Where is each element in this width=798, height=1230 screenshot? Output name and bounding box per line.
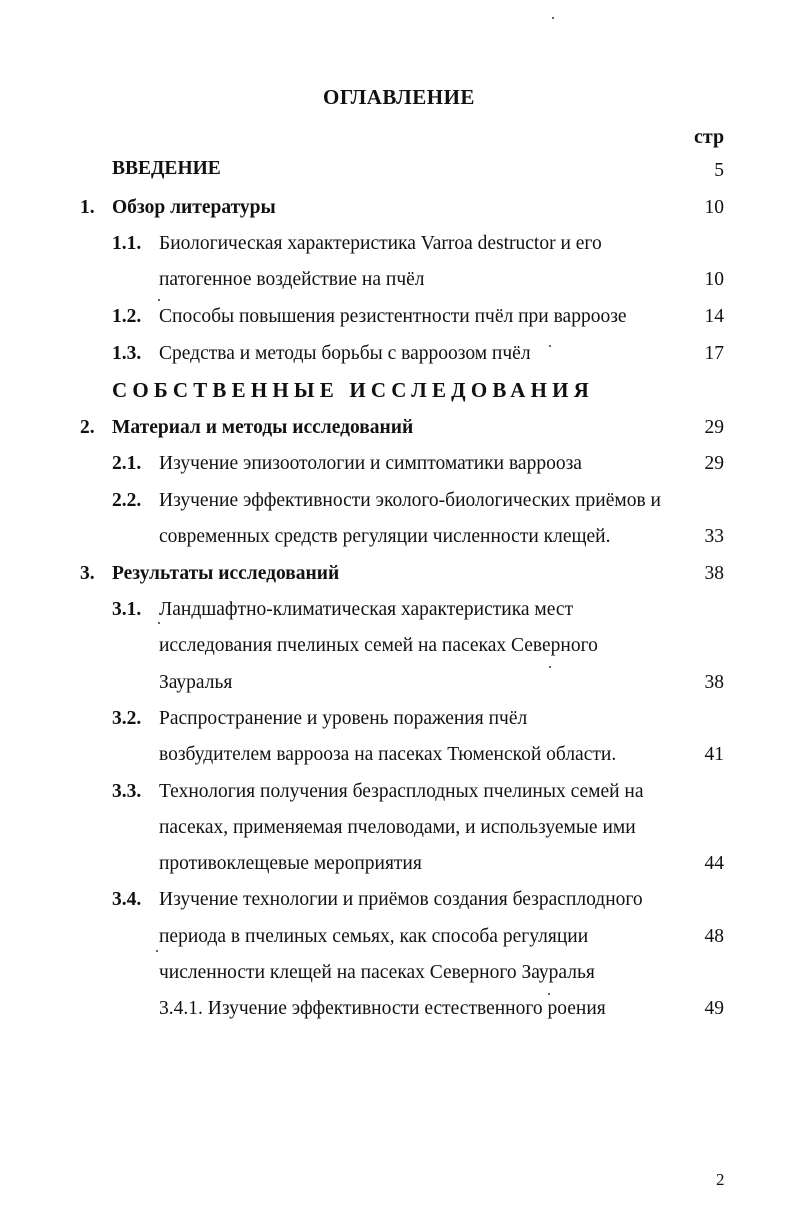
scan-speck — [549, 345, 551, 347]
toc-entry-3-2-line-2: возбудителем варрооза на пасеках Тюменской области. — [159, 744, 617, 765]
toc-entry-3-2-line-1: Распространение и уровень поражения пчёл — [159, 708, 528, 729]
toc-entry-3-1-line-1: Ландшафтно-климатическая характеристика мест — [159, 599, 574, 620]
toc-page-1-1: 10 — [704, 269, 724, 290]
toc-entry-3-4-line-3: численности клещей на пасеках Северного Зауралья — [159, 962, 595, 983]
toc-page-1: 10 — [704, 197, 724, 218]
toc-page-2-2: 33 — [704, 526, 724, 547]
toc-number-3: 3. — [80, 563, 95, 584]
toc-page-3-4: 48 — [704, 926, 724, 947]
toc-number-1-1: 1.1. — [112, 233, 142, 254]
toc-entry-3-4-1: 3.4.1. Изучение эффективности естественного роения — [159, 998, 606, 1019]
toc-entry-2-2-line-1: Изучение эффективности эколого-биологических приёмов и — [159, 490, 661, 511]
scan-speck — [158, 299, 160, 301]
scan-speck — [548, 993, 550, 995]
toc-entry-3-1-line-3: Зауралья — [159, 672, 233, 693]
toc-entry-3-4-line-2: периода в пчелиных семьях, как способа регуляции — [159, 926, 589, 947]
toc-number-3-1: 3.1. — [112, 599, 142, 620]
toc-page-2-1: 29 — [704, 453, 724, 474]
scan-speck — [156, 950, 158, 952]
toc-number-1: 1. — [80, 197, 95, 218]
toc-page-3: 38 — [704, 563, 724, 584]
section-heading-own-research: СОБСТВЕННЫЕ ИССЛЕДОВАНИЯ — [112, 378, 595, 402]
toc-number-2-2: 2.2. — [112, 490, 142, 511]
toc-entry-3-3-line-1: Технология получения безрасплодных пчелиных семей на — [159, 781, 644, 802]
toc-page-3-2: 41 — [704, 744, 724, 765]
toc-entry-introduction: ВВЕДЕНИЕ — [112, 158, 221, 179]
toc-entry-2: Материал и методы исследований — [112, 417, 414, 438]
toc-entry-3: Результаты исследований — [112, 563, 340, 584]
toc-entry-1-3: Средства и методы борьбы с варроозом пчёл — [159, 343, 531, 364]
toc-entry-3-4-line-1: Изучение технологии и приёмов создания безрасплодного — [159, 889, 643, 910]
toc-number-3-4: 3.4. — [112, 889, 142, 910]
toc-entry-1-1-line-2: патогенное воздействие на пчёл — [159, 269, 425, 290]
toc-entry-1: Обзор литературы — [112, 197, 276, 218]
page-title: ОГЛАВЛЕНИЕ — [323, 85, 475, 109]
toc-number-3-2: 3.2. — [112, 708, 142, 729]
scan-speck — [158, 622, 160, 624]
toc-page-2: 29 — [704, 417, 724, 438]
scan-speck — [549, 666, 551, 668]
toc-entry-1-2: Способы повышения резистентности пчёл при варроозе — [159, 306, 627, 327]
toc-entry-3-1-line-2: исследования пчелиных семей на пасеках Северного — [159, 635, 598, 656]
toc-entry-2-1: Изучение эпизоотологии и симптоматики варрооза — [159, 453, 582, 474]
toc-page-1-2: 14 — [704, 306, 724, 327]
toc-number-1-2: 1.2. — [112, 306, 142, 327]
toc-page-3-4-1: 49 — [704, 998, 724, 1019]
toc-page-introduction: 5 — [714, 160, 724, 181]
toc-entry-1-1-line-1: Биологическая характеристика Varroa destructor и его — [159, 233, 602, 254]
toc-number-3-3: 3.3. — [112, 781, 142, 802]
page-column-label: стр — [694, 126, 725, 148]
scan-speck — [552, 17, 554, 19]
page-number: 2 — [716, 1170, 725, 1189]
toc-number-2-1: 2.1. — [112, 453, 142, 474]
toc-number-2: 2. — [80, 417, 95, 438]
toc-entry-3-3-line-3: противоклещевые мероприятия — [159, 853, 422, 874]
toc-entry-3-3-line-2: пасеках, применяемая пчеловодами, и используемые ими — [159, 817, 636, 838]
toc-number-1-3: 1.3. — [112, 343, 142, 364]
toc-page-3-1: 38 — [704, 672, 724, 693]
toc-page-3-3: 44 — [704, 853, 724, 874]
toc-entry-2-2-line-2: современных средств регуляции численности клещей. — [159, 526, 611, 547]
toc-page-1-3: 17 — [704, 343, 724, 364]
